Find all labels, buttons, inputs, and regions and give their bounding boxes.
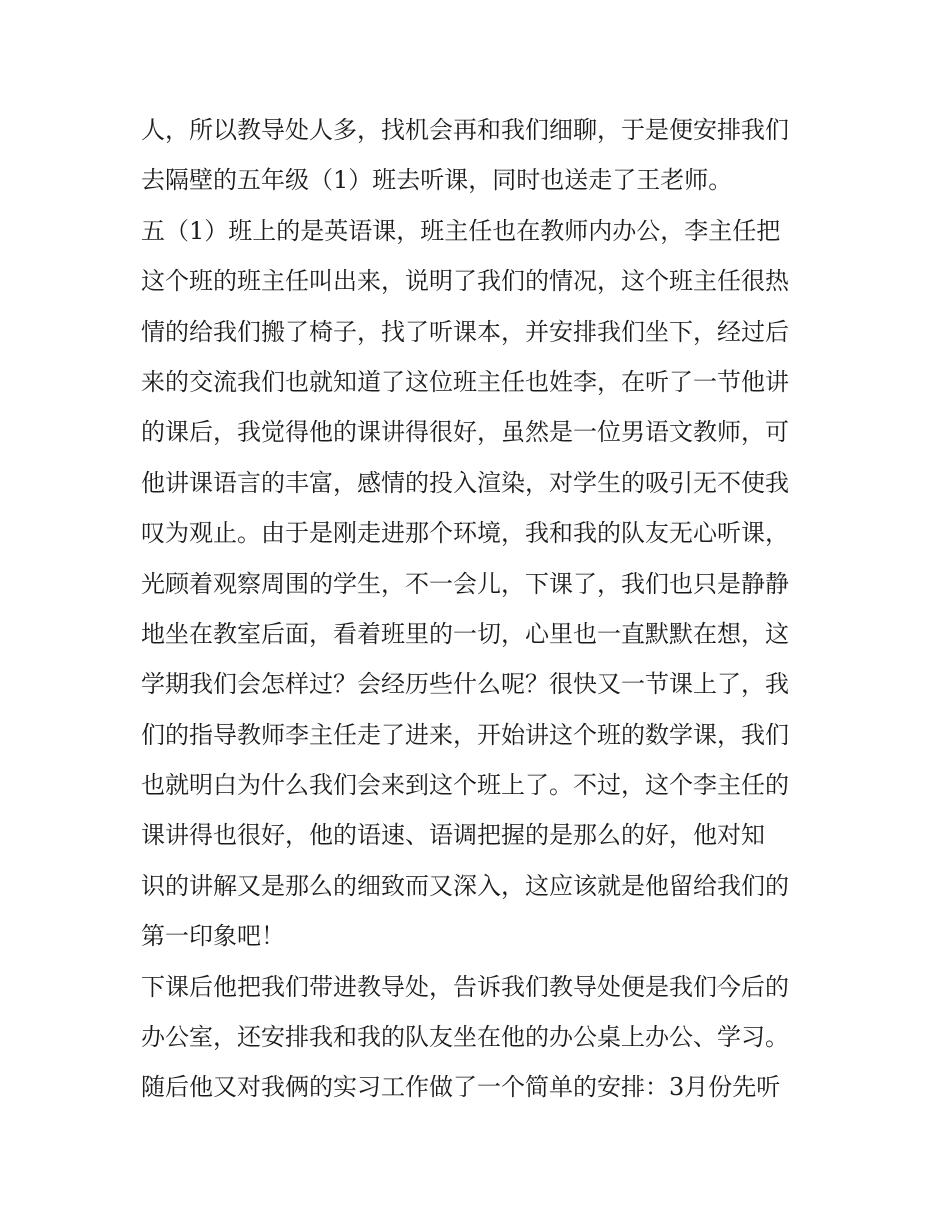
text-line-11: 地坐在教室后面，看着班里的一切，心里也一直默默在想，这 [141, 619, 789, 648]
text-line-8: 他讲课语言的丰富，感情的投入渲染，对学生的吸引无不使我 [141, 468, 789, 497]
text-line-19: 办公室，还安排我和我的队友坐在他的办公桌上办公、学习。 [141, 1023, 789, 1052]
text-line-15: 课讲得也很好，他的语速、语调把握的是那么的好，他对知 [141, 821, 765, 850]
text-line-14: 也就明白为什么我们会来到这个班上了。不过，这个李主任的 [141, 771, 789, 800]
text-line-3: 五（1）班上的是英语课，班主任也在教师内办公，李主任把 [141, 216, 781, 245]
text-line-13: 们的指导教师李主任走了进来，开始讲这个班的数学课，我们 [141, 720, 789, 749]
document-body [141, 105, 821, 1113]
text-line-20: 随后他又对我俩的实习工作做了一个简单的安排：3月份先听 [141, 1073, 781, 1102]
text-line-5: 情的给我们搬了椅子，找了听课本，并安排我们坐下，经过后 [141, 317, 789, 346]
text-line-16: 识的讲解又是那么的细致而又深入，这应该就是他留给我们的 [141, 871, 789, 900]
text-line-10: 光顾着观察周围的学生，不一会儿，下课了，我们也只是静静 [141, 569, 789, 598]
text-line-18: 下课后他把我们带进教导处，告诉我们教导处便是我们今后的 [141, 972, 789, 1001]
text-line-7: 的课后，我觉得他的课讲得很好，虽然是一位男语文教师，可 [141, 418, 789, 447]
text-line-17: 第一印象吧！ [141, 922, 285, 951]
text-line-1: 人，所以教导处人多，找机会再和我们细聊，于是便安排我们 [141, 116, 789, 144]
text-line-6: 来的交流我们也就知道了这位班主任也姓李，在听了一节他讲 [141, 367, 789, 396]
text-line-9: 叹为观止。由于是刚走进那个环境，我和我的队友无心听课， [141, 519, 789, 548]
text-line-2: 去隔壁的五年级（1）班去听课，同时也送走了王老师。 [141, 166, 733, 195]
text-line-4: 这个班的班主任叫出来，说明了我们的情况，这个班主任很热 [141, 267, 789, 296]
text-line-12: 学期我们会怎样过？会经历些什么呢？很快又一节课上了，我 [141, 670, 789, 699]
